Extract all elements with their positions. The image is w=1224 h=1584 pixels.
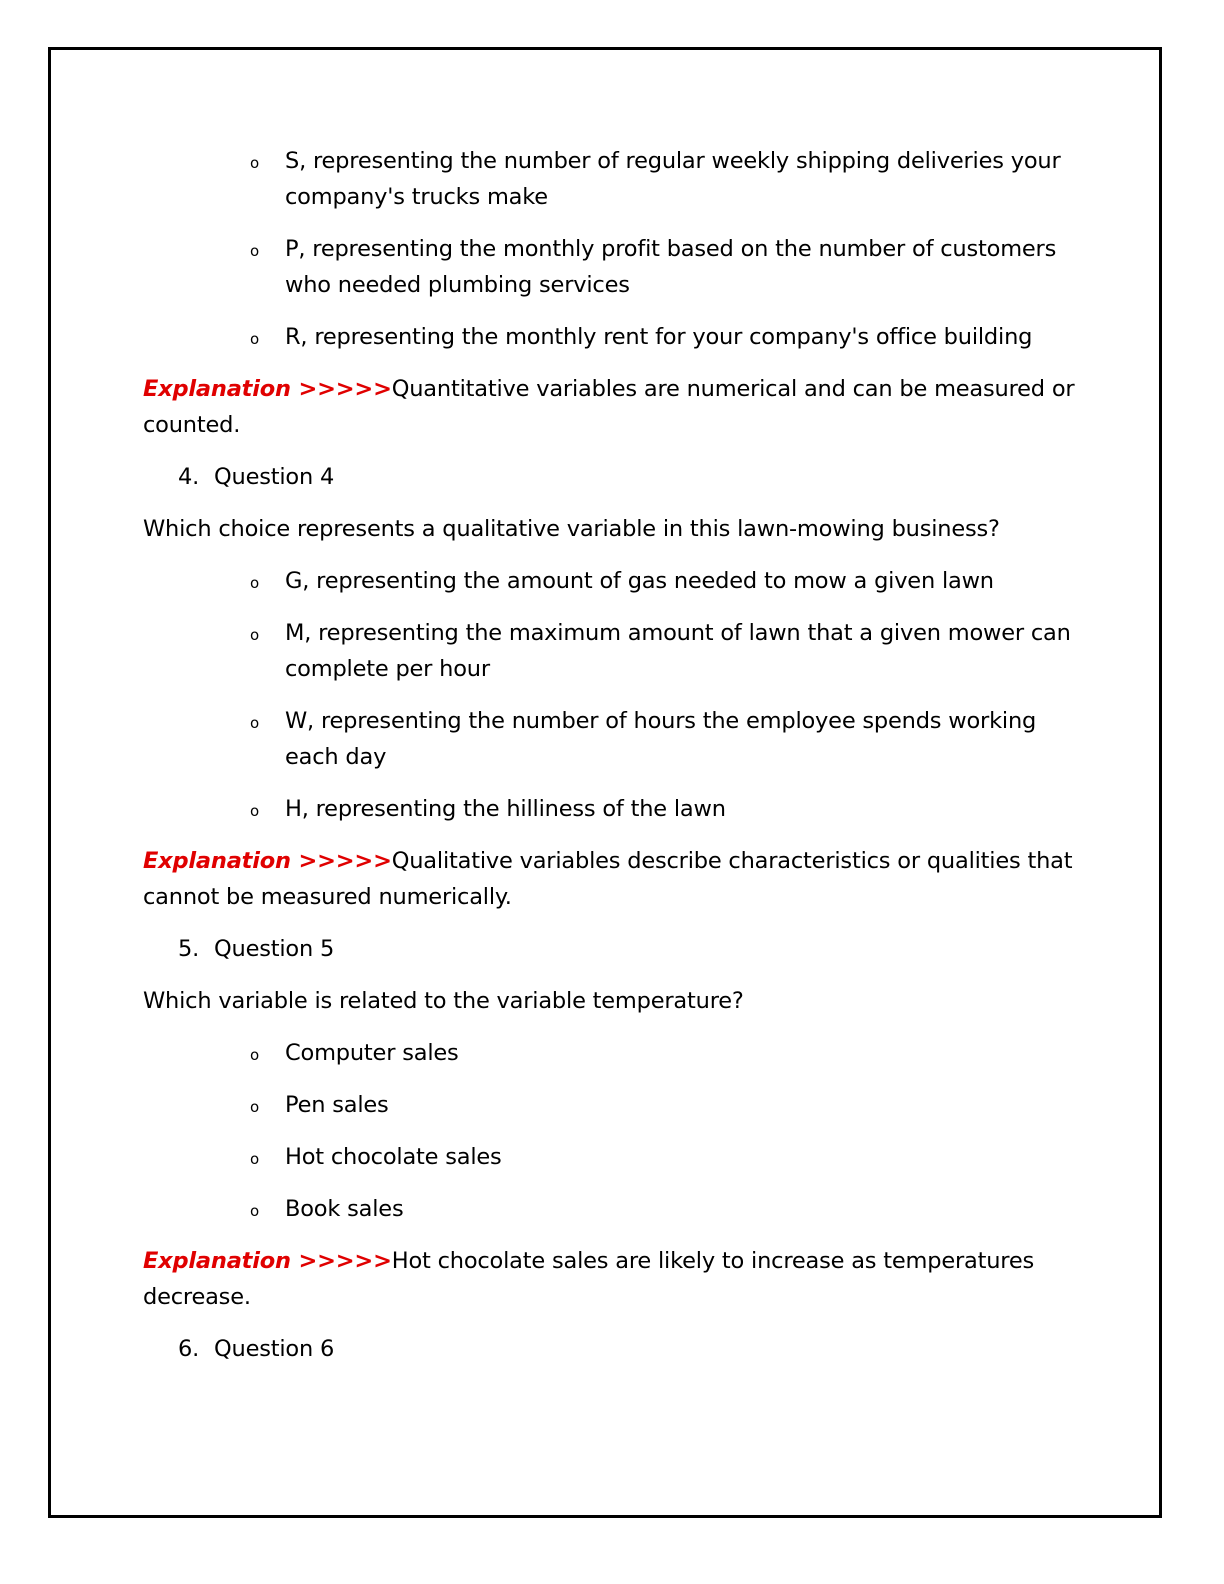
explanation-text: Quantitative variables are numerical and can be measured or counted. — [143, 376, 1075, 438]
explanation-label: Explanation >>>>> — [143, 376, 392, 402]
option-text: P, representing the monthly profit based on the number of customers who needed plumbing services — [285, 236, 1057, 298]
question-heading — [178, 459, 1083, 495]
option-text: G, representing the amount of gas needed to mow a given lawn — [285, 568, 994, 594]
bullet-icon: o — [250, 1202, 259, 1220]
option-item — [250, 703, 1085, 775]
explanation-label: Explanation >>>>> — [143, 848, 392, 874]
option-text: M, representing the maximum amount of lawn that a given mower can complete per hour — [285, 620, 1071, 682]
question-prompt: Which variable is related to the variable temperature? — [143, 988, 744, 1014]
bullet-icon: o — [250, 802, 259, 820]
option-item — [250, 1087, 1085, 1123]
question-number: 6. — [178, 1336, 200, 1362]
option-item — [250, 563, 1085, 599]
option-item — [250, 791, 1085, 827]
option-text: R, representing the monthly rent for your company's office building — [285, 324, 1033, 350]
bullet-icon: o — [250, 1046, 259, 1064]
bullet-icon: o — [250, 574, 259, 592]
bullet-icon: o — [250, 714, 259, 732]
option-text: Book sales — [285, 1196, 404, 1222]
question-title: Question 5 — [214, 936, 335, 962]
explanation-label: Explanation >>>>> — [143, 1248, 392, 1274]
option-item — [250, 1139, 1085, 1175]
option-text: Hot chocolate sales — [285, 1144, 502, 1170]
question-heading — [178, 931, 1083, 967]
bullet-icon: o — [250, 242, 259, 260]
document-body — [143, 143, 1083, 1383]
explanation-text: Qualitative variables describe characteristics or qualities that cannot be measured numerically. — [143, 848, 1073, 910]
bullet-icon: o — [250, 1098, 259, 1116]
option-text: H, representing the hilliness of the lawn — [285, 796, 726, 822]
explanation-text: Hot chocolate sales are likely to increase as temperatures decrease. — [143, 1248, 1035, 1310]
option-item — [250, 231, 1085, 303]
question-number: 4. — [178, 464, 200, 490]
question-title: Question 4 — [214, 464, 335, 490]
question-heading — [178, 1331, 1083, 1367]
option-text: Pen sales — [285, 1092, 389, 1118]
option-item — [250, 1035, 1085, 1071]
option-item — [250, 143, 1085, 215]
bullet-icon: o — [250, 330, 259, 348]
option-item — [250, 615, 1085, 687]
explanation — [143, 1243, 1083, 1315]
option-text: Computer sales — [285, 1040, 459, 1066]
bullet-icon: o — [250, 1150, 259, 1168]
question-prompt: Which choice represents a qualitative variable in this lawn-mowing business? — [143, 516, 1000, 542]
explanation — [143, 371, 1083, 443]
option-text: S, representing the number of regular weekly shipping deliveries your company's trucks make — [285, 148, 1061, 210]
bullet-icon: o — [250, 626, 259, 644]
option-item — [250, 319, 1085, 355]
bullet-icon: o — [250, 154, 259, 172]
question-title: Question 6 — [214, 1336, 335, 1362]
option-text: W, representing the number of hours the employee spends working each day — [285, 708, 1037, 770]
question-number: 5. — [178, 936, 200, 962]
option-item — [250, 1191, 1085, 1227]
explanation — [143, 843, 1083, 915]
